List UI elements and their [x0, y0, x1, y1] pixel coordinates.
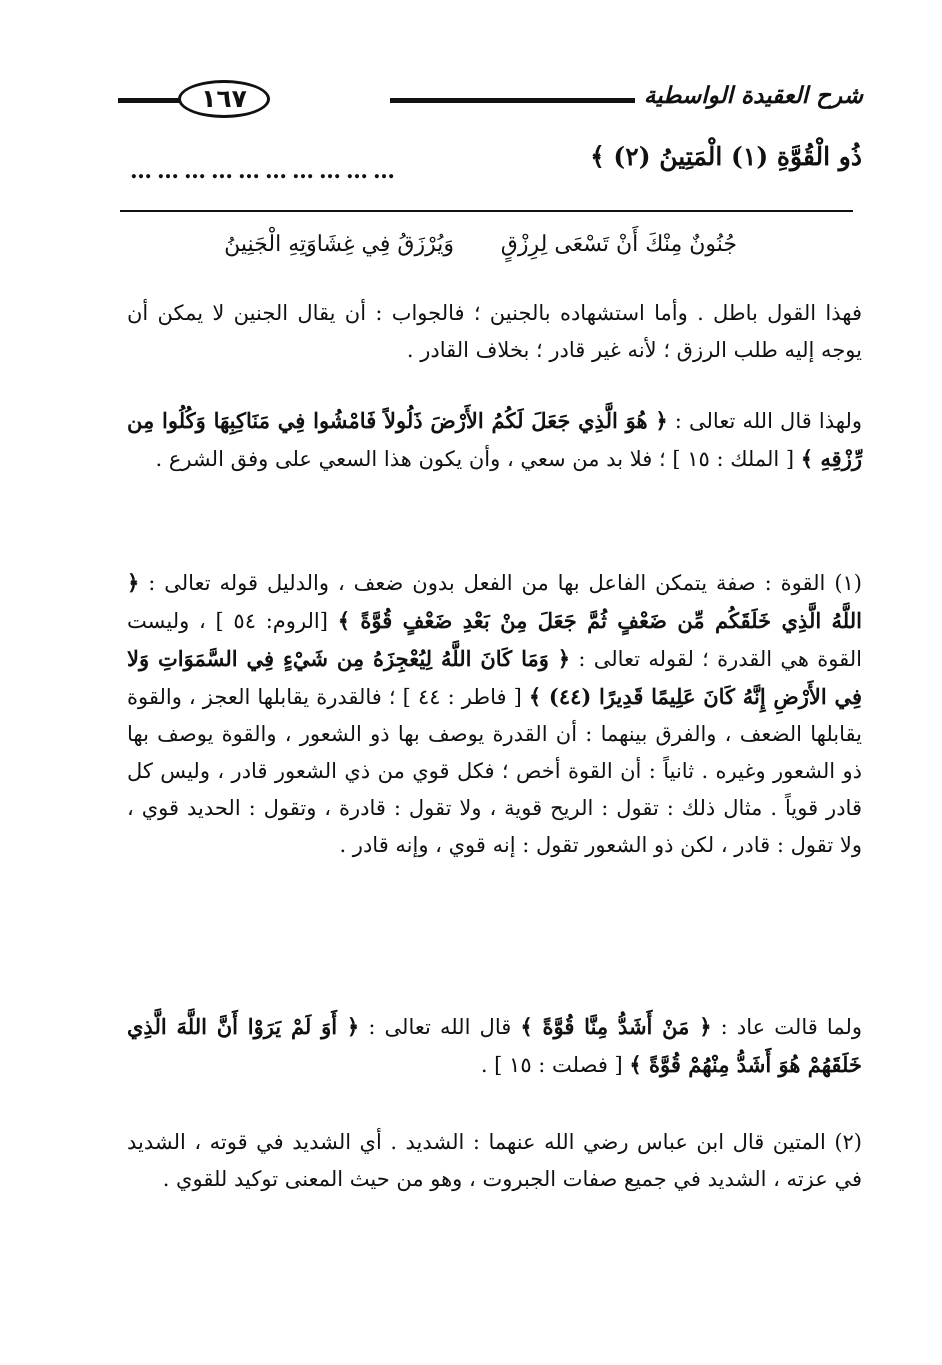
footnote-1-strength — [127, 564, 862, 864]
footnote-text: [ فاطر : ٤٤ ] ؛ فالقدرة يقابلها العجز ، والقوة يقابلها الضعف ، والفرق بينهما : أن القدرة يوصف بها ذو الشعور ، والقوة يوصف بها ذو الشعور وغيره . ثانياً : أن القوة أخص ؛ فكل قوي من ذي الشعور قادر ، وليس كل قادر قوياً . مثال ذلك : تقول : الريح قوية ، ولا تقول : قادرة ، وتقول : الحديد قوي ، ولا تقول : قادر ، لكن ذو الشعور تقول : إنه قوي ، وإنه قادر . — [127, 685, 862, 857]
quran-quote: ﴿ اللَّهُ الَّذِي خَلَقَكُم مِّن ضَعْفٍ ثُمَّ جَعَلَ مِنْ بَعْدِ ضَعْفٍ قُوَّةً ﴾ — [127, 570, 862, 633]
footnote-text: ولما قالت عاد : — [711, 1015, 862, 1039]
quran-quote: ﴿ أَوَ لَمْ يَرَوْا أَنَّ اللَّهَ الَّذِي خَلَقَهُمْ هُوَ أَشَدُّ مِنْهُمْ قُوَّةً ﴾ — [127, 1014, 862, 1077]
footnote-text: قال الله تعالى : — [359, 1015, 521, 1039]
poem-hemistich-2: وَيُرْزَقُ فِي غِشَاوَتِهِ الْجَنِينُ — [224, 232, 454, 257]
paragraph-embryo: فهذا القول باطل . وأما استشهاده بالجنين ؛ فالجواب : أن يقال الجنين لا يمكن أن يوجه إليه طلب الرزق ؛ لأنه غير قادر ؛ بخلاف القادر . — [127, 301, 862, 362]
header-rule-left — [118, 98, 180, 103]
verse-dots: ………………………… — [130, 158, 400, 184]
footnote-text: (١) القوة : صفة يتمكن الفاعل بها من الفعل بدون ضعف ، والدليل قوله تعالى : — [139, 571, 862, 595]
quran-verse-line: ذُو الْقُوَّةِ (١) الْمَتِينُ (٢) ﴾ — [590, 142, 862, 171]
divider-line — [120, 210, 853, 212]
paragraph-striving — [127, 402, 862, 478]
footnote-2-firm: (٢) المتين قال ابن عباس رضي الله عنهما : الشديد . أي الشديد في قوته ، الشديد في عزته ، الشديد في جميع صفات الجبروت ، وهو من حيث المعنى توكيد للقوي . — [127, 1130, 862, 1191]
quran-quote: ﴿ مَنْ أَشَدُّ مِنَّا قُوَّةً ﴾ — [520, 1014, 712, 1039]
running-header — [118, 78, 863, 124]
footnote-1-continued — [127, 1008, 862, 1084]
quran-quote: ﴿ وَمَا كَانَ اللَّهُ لِيُعْجِزَهُ مِن شَيْءٍ فِي السَّمَوَاتِ وَلا فِي الأَرْضِ إِنَّهُ كَانَ عَلِيمًا قَدِيرًا (٤٤) ﴾ — [127, 646, 862, 709]
footnote-text: [الروم: ٥٤ ] ، وليست القوة هي القدرة ؛ لقوله تعالى : — [127, 609, 863, 671]
page-number: ١٦٧ — [178, 80, 270, 118]
paragraph-text: ولهذا قال الله تعالى : — [667, 409, 862, 433]
header-rule-right — [390, 98, 635, 103]
paragraph-text: [ الملك : ١٥ ] ؛ فلا بد من سعي ، وأن يكون هذا السعي على وفق الشرع . — [155, 447, 801, 471]
footnote-text: [ فصلت : ١٥ ] . — [480, 1053, 630, 1077]
book-title: شرح العقيدة الواسطية — [643, 82, 863, 109]
quran-quote: ﴿ هُوَ الَّذِي جَعَلَ لَكُمُ الأَرْضَ ذَلُولاً فَامْشُوا فِي مَنَاكِبِهَا وَكُلُوا مِن رِّزْقِهِ ﴾ — [127, 408, 862, 471]
poem-hemistich-1: جُنُونٌ مِنْكَ أَنْ تَسْعَى لِرِزْقٍ — [500, 232, 737, 257]
